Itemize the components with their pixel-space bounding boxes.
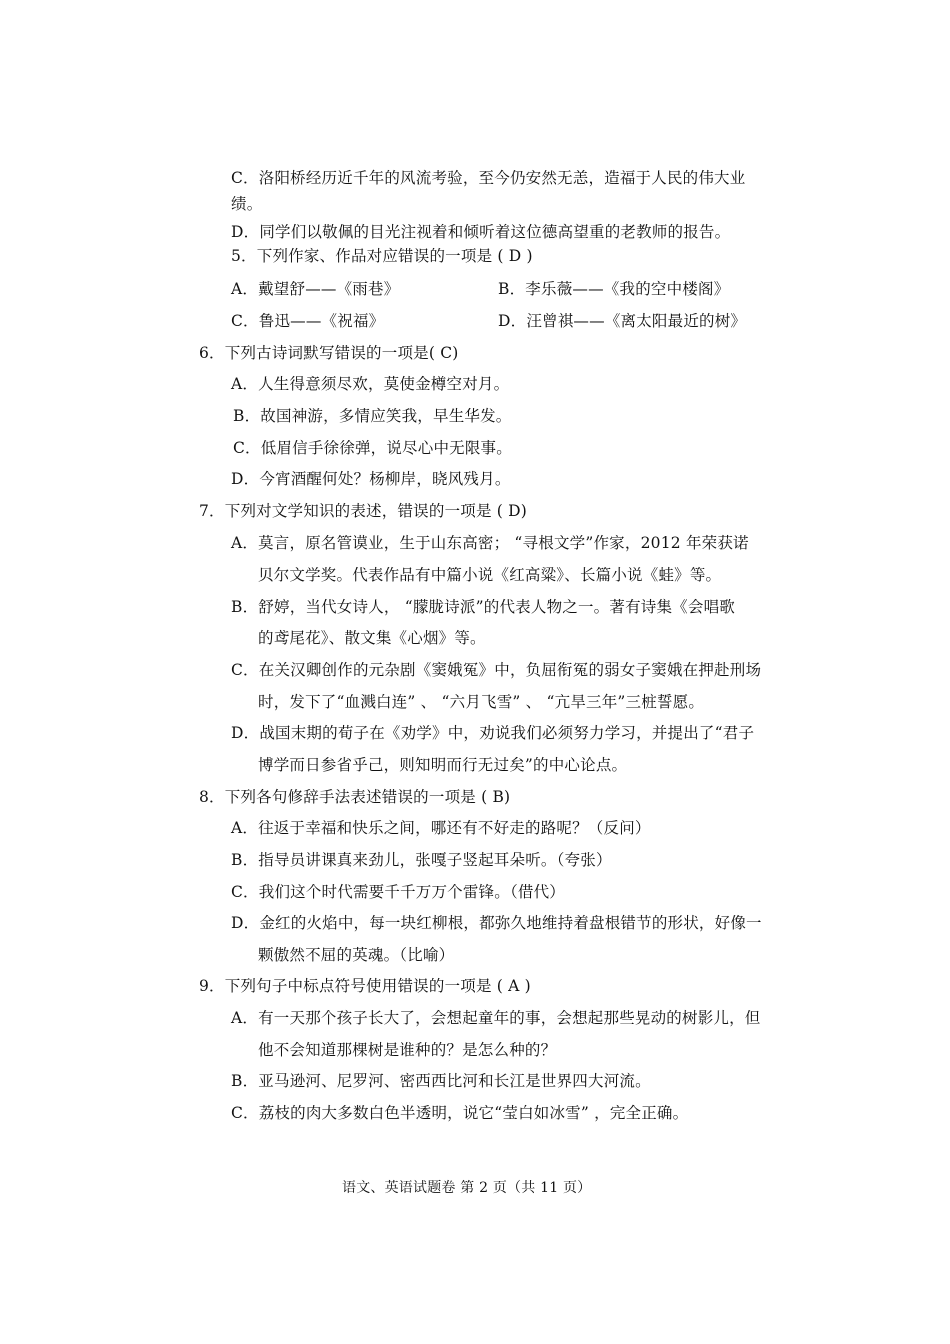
q9-option-c: C．荔枝的肉大多数白色半透明，说它“莹白如冰雪” ，完全正确。 [231,1104,689,1122]
q7-option-d-line-2: 博学而日参省乎己，则知明而行无过矣”的中心论点。 [258,756,628,774]
q5-option-c: C．鲁迅——《祝福》 [231,312,385,330]
q5-stem: 5．下列作家、作品对应错误的一项是 ( D ) [231,247,533,265]
q9-stem: 9．下列句子中标点符号使用错误的一项是 ( A ) [199,977,531,995]
q5-option-b: B．李乐薇——《我的空中楼阁》 [498,280,730,298]
q5-option-d: D．汪曾祺——《离太阳最近的树》 [498,312,747,330]
q7-option-b-line-2: 的鸢尾花》、散文集《心烟》等。 [258,629,486,647]
q9-option-a-line-1: A．有一天那个孩子长大了，会想起童年的事，会想起那些晃动的树影儿，但 [231,1009,761,1027]
page-footer: 语文、英语试题卷 第 2 页（共 11 页） [342,1180,592,1196]
q7-option-a-line-2: 贝尔文学奖。代表作品有中篇小说《红高粱》、长篇小说《蛙》等。 [258,566,722,584]
q5-option-a: A．戴望舒——《雨巷》 [231,280,400,298]
q8-option-d-line-1: D．金红的火焰中，每一块红柳根，都弥久地维持着盘根错节的形状，好像一 [231,914,762,932]
q8-option-a: A．往返于幸福和快乐之间，哪还有不好走的路呢？（反问） [231,819,651,837]
q7-stem: 7．下列对文学知识的表述，错误的一项是 ( D) [199,502,528,520]
q4-option-c-line-2: 绩。 [231,195,263,213]
q9-option-a-line-2: 他不会知道那棵树是谁种的？是怎么种的？ [258,1041,557,1059]
q7-option-c-line-1: C．在关汉卿创作的元杂剧《窦娥冤》中，负屈衔冤的弱女子窦娥在押赴刑场 [231,661,762,679]
q4-option-d: D．同学们以敬佩的目光注视着和倾听着这位德高望重的老教师的报告。 [231,223,731,241]
q6-option-a: A．人生得意须尽欢，莫使金樽空对月。 [231,375,510,393]
q6-option-b: B．故国神游，多情应笑我，早生华发。 [233,407,512,425]
q7-option-d-line-1: D．战国末期的荀子在《劝学》中，劝说我们必须努力学习，并提出了“君子 [231,724,755,742]
q8-stem: 8．下列各句修辞手法表述错误的一项是 ( B) [199,788,511,806]
q8-option-c: C．我们这个时代需要千千万万个雷锋。（借代） [231,883,566,901]
q8-option-b: B．指导员讲课真来劲儿，张嘎子竖起耳朵听。（夸张） [231,851,612,869]
q7-option-c-line-2: 时，发下了“血溅白连” 、 “六月飞雪” 、 “亢旱三年”三桩誓愿。 [258,693,705,711]
q8-option-d-line-2: 颗傲然不屈的英魂。（比喻） [258,946,455,964]
q7-option-a-line-1: A．莫言，原名管谟业，生于山东高密； “寻根文学”作家，2012 年荣获诺 [231,534,749,552]
q6-stem: 6．下列古诗词默写错误的一项是( C) [199,344,459,362]
q9-option-b: B．亚马逊河、尼罗河、密西西比河和长江是世界四大河流。 [231,1072,651,1090]
q6-option-c: C．低眉信手徐徐弹，说尽心中无限事。 [233,439,512,457]
q7-option-b-line-1: B．舒婷，当代女诗人， “朦胧诗派”的代表人物之一。著有诗集《会唱歌 [231,598,735,616]
q4-option-c-line-1: C．洛阳桥经历近千年的风流考验，至今仍安然无恙，造福于人民的伟大业 [231,169,746,187]
q6-option-d: D．今宵酒醒何处？杨柳岸，晓风残月。 [231,470,511,488]
